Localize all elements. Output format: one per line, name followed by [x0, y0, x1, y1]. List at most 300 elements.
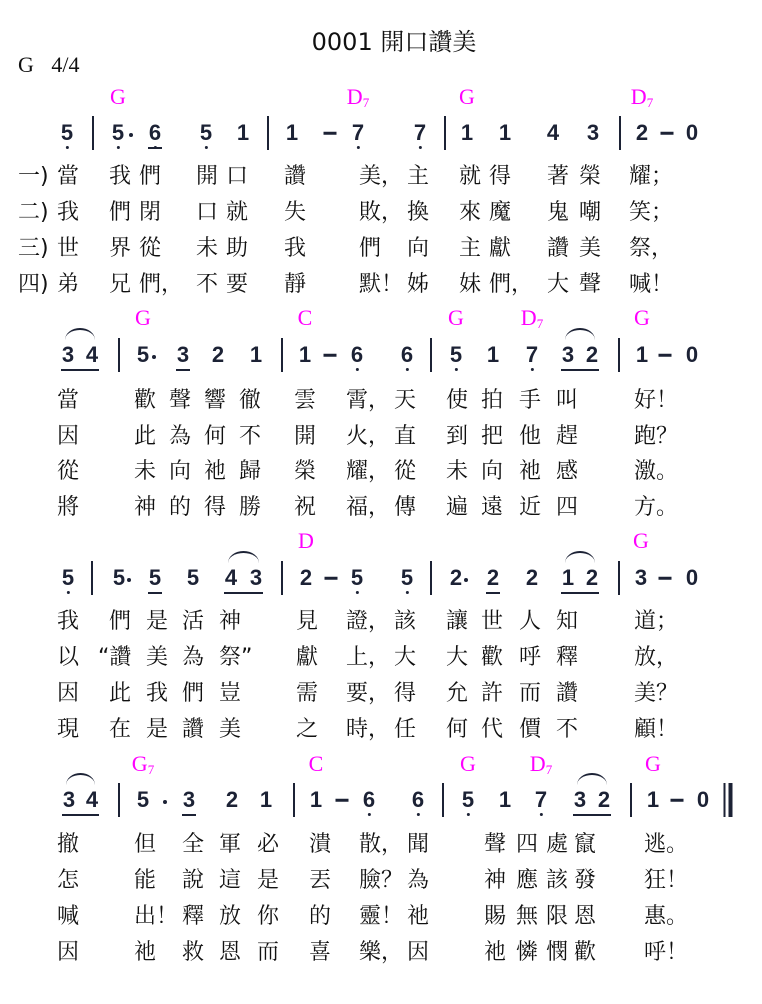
lyric-syllable: 讚 — [182, 717, 205, 742]
note-digit: 4 — [546, 120, 560, 145]
lyric-syllable: 姊 — [407, 272, 430, 297]
note-digit: 1 — [285, 120, 299, 145]
lyric-syllable: 耀； — [629, 164, 674, 189]
lyric-syllable: 得 — [394, 681, 417, 706]
chord-symbol — [521, 307, 543, 330]
note-digit: 5 — [136, 787, 150, 812]
note — [250, 344, 262, 366]
lyric-syllable: 火， — [346, 424, 391, 449]
sustain-dash — [659, 354, 672, 357]
lyric-syllable: 軍 — [219, 832, 242, 857]
note-digit: 4 — [85, 787, 99, 812]
lyric-syllable: 狂！ — [644, 868, 689, 893]
note-digit: 3 — [182, 787, 196, 812]
augmentation-dot — [464, 578, 468, 582]
lyric-syllable: 是 — [257, 868, 280, 893]
chord-extension: 7 — [362, 95, 370, 110]
lyric-syllable: 怎 — [57, 868, 80, 893]
note-digit: 5 — [449, 342, 463, 367]
note — [587, 122, 599, 144]
lyric-syllable: 叫 — [556, 388, 579, 413]
lyric-syllable: 道； — [634, 609, 679, 634]
key-time-signature — [18, 52, 80, 78]
chord-root: G — [135, 305, 151, 330]
lyric-syllable: 救 — [182, 940, 205, 965]
note — [450, 344, 462, 366]
note-digit: 6 — [411, 787, 425, 812]
chord-symbol — [132, 753, 154, 776]
lyric-syllable: 就 — [226, 200, 249, 225]
lyric-syllable: 我 — [109, 164, 132, 189]
lyric-syllable: 這 — [219, 868, 242, 893]
chord-symbol — [530, 753, 552, 776]
lyric-syllable: 妹 — [459, 272, 482, 297]
lyric-syllable: 跑？ — [634, 424, 679, 449]
slur — [228, 551, 259, 563]
lyric-syllable: 歸 — [239, 459, 262, 484]
lyric-syllable: 證， — [346, 609, 391, 634]
lyric-syllable: 口 — [226, 164, 249, 189]
chord-symbol — [631, 86, 653, 109]
note — [586, 567, 598, 589]
lyric-syllable: 需 — [296, 681, 319, 706]
lyric-syllable: 為 — [182, 645, 205, 670]
note-digit: 1 — [249, 342, 263, 367]
chord-extension: 7 — [646, 95, 654, 110]
barline — [430, 338, 432, 372]
lyric-syllable: 到 — [446, 424, 469, 449]
note-digit: 1 — [309, 787, 323, 812]
lyric-syllable: 讚 — [556, 681, 579, 706]
sustain-dash — [324, 354, 337, 357]
barline — [442, 783, 444, 817]
lyric-syllable: 潰 — [309, 832, 332, 857]
lyric-syllable: 兄 — [109, 272, 132, 297]
lyric-syllable: 未 — [446, 459, 469, 484]
chord-symbol — [135, 307, 151, 330]
lyric-syllable: 神 — [484, 868, 507, 893]
lyric-syllable: 激。 — [634, 459, 679, 484]
low-octave-dot — [406, 591, 409, 594]
note-digit: 3 — [586, 120, 600, 145]
slur — [565, 551, 595, 563]
lyric-syllable: 聲 — [579, 272, 602, 297]
lyric-syllable: 霄， — [346, 388, 391, 413]
lyric-syllable: 四 — [556, 495, 579, 520]
note — [112, 122, 124, 144]
note-digit: 2 — [597, 787, 611, 812]
lyric-syllable: 靈！ — [359, 904, 404, 929]
verse-number: 三) — [18, 236, 49, 261]
lyric-syllable: 當 — [57, 164, 80, 189]
note — [635, 567, 647, 589]
low-octave-dot — [357, 146, 360, 149]
low-octave-dot — [67, 591, 70, 594]
lyric-syllable: 笑； — [629, 200, 674, 225]
lyric-syllable: 允 — [446, 681, 469, 706]
chord-root: G — [460, 751, 476, 776]
lyric-syllable: 豈 — [219, 681, 242, 706]
lyric-syllable: 大 — [547, 272, 570, 297]
lyric-syllable: 我 — [284, 236, 307, 261]
lyric-syllable: 們 — [139, 164, 162, 189]
note — [499, 122, 511, 144]
barline — [118, 338, 120, 372]
note-digit: 6 — [148, 120, 162, 145]
note — [250, 567, 262, 589]
note-digit: 2 — [486, 565, 500, 590]
duration-underline — [224, 592, 263, 594]
note — [299, 344, 311, 366]
lyric-syllable: 因 — [57, 424, 80, 449]
lyric-syllable: 神 — [219, 609, 242, 634]
lyric-syllable: 丟 — [309, 868, 332, 893]
low-octave-dot — [66, 146, 69, 149]
note-digit: 1 — [298, 342, 312, 367]
lyric-syllable: 大 — [446, 645, 469, 670]
lyric-syllable: 弟 — [57, 272, 80, 297]
lyric-syllable: 現 — [57, 717, 80, 742]
lyric-syllable: 祝 — [294, 495, 317, 520]
chord-symbol — [309, 753, 324, 776]
note — [535, 789, 547, 811]
note-digit: 3 — [62, 787, 76, 812]
low-octave-dot — [406, 368, 409, 371]
note-digit: 5 — [186, 565, 200, 590]
lyric-syllable: 鬼 — [547, 200, 570, 225]
note-digit: 2 — [585, 342, 599, 367]
note — [225, 567, 237, 589]
lyric-syllable: 讚 — [547, 236, 570, 261]
lyric-syllable: 們 — [359, 236, 382, 261]
lyric-syllable: 臉？ — [359, 868, 404, 893]
chord-symbol — [298, 307, 313, 330]
note-digit: 4 — [224, 565, 238, 590]
note-digit: 3 — [634, 565, 648, 590]
note — [487, 567, 499, 589]
note — [526, 567, 538, 589]
note — [351, 344, 363, 366]
note-digit: 5 — [111, 120, 125, 145]
lyric-syllable: 之 — [296, 717, 319, 742]
note — [351, 567, 363, 589]
lyric-syllable: 雲 — [294, 388, 317, 413]
lyric-syllable: 應 — [516, 868, 539, 893]
sustain-dash — [336, 799, 349, 802]
note — [401, 567, 413, 589]
lyric-syllable: 活 — [182, 609, 205, 634]
lyric-syllable: 獻 — [489, 236, 512, 261]
lyric-syllable: 釋 — [182, 904, 205, 929]
lyric-syllable: 發 — [574, 868, 597, 893]
lyric-syllable: 讚 — [284, 164, 307, 189]
note-digit: 1 — [498, 787, 512, 812]
lyric-syllable: 喊！ — [629, 272, 674, 297]
duration-underline — [61, 369, 99, 371]
barline — [618, 561, 620, 595]
low-octave-dot — [455, 368, 458, 371]
note-digit: 5 — [199, 120, 213, 145]
chord-symbol — [110, 86, 126, 109]
lyric-syllable: 顧！ — [634, 717, 679, 742]
lyric-syllable: 當 — [57, 388, 80, 413]
chord-root: G — [459, 84, 475, 109]
note-digit: 3 — [61, 342, 75, 367]
note-digit: 6 — [350, 342, 364, 367]
augmentation-dot — [152, 355, 156, 359]
note — [177, 344, 189, 366]
note — [499, 789, 511, 811]
lyric-syllable: 著 — [547, 164, 570, 189]
lyric-syllable: 必 — [257, 832, 280, 857]
lyric-syllable: 而 — [519, 681, 542, 706]
lyric-syllable: 祂 — [407, 904, 430, 929]
lyric-syllable: 把 — [481, 424, 504, 449]
slur — [577, 773, 607, 785]
note-digit: 4 — [85, 342, 99, 367]
low-octave-dot — [117, 146, 120, 149]
chord-symbol — [460, 753, 476, 776]
lyric-syllable: 們， — [489, 272, 534, 297]
lyric-syllable: 向 — [407, 236, 430, 261]
note — [414, 122, 426, 144]
lyric-syllable: 從 — [139, 236, 162, 261]
lyric-syllable: 放 — [219, 904, 242, 929]
lyric-syllable: 喜 — [309, 940, 332, 965]
note-digit: 5 — [400, 565, 414, 590]
note-digit: 6 — [362, 787, 376, 812]
slur — [66, 773, 95, 785]
chord-root: G — [448, 305, 464, 330]
lyric-syllable: 呼 — [519, 645, 542, 670]
low-octave-dot — [531, 368, 534, 371]
lyric-syllable: 靜 — [284, 272, 307, 297]
sustain-dash — [659, 577, 672, 580]
lyric-syllable: 拍 — [481, 388, 504, 413]
lyric-syllable: 見 — [296, 609, 319, 634]
lyric-syllable: 讓 — [446, 609, 469, 634]
lyric-syllable: 未 — [134, 459, 157, 484]
slur — [65, 328, 95, 340]
note-digit: 2 — [211, 342, 225, 367]
chord-root: D — [520, 305, 537, 330]
lyric-syllable: 們 — [109, 609, 132, 634]
note-digit: 3 — [249, 565, 263, 590]
lyric-syllable: 逃。 — [644, 832, 689, 857]
note — [487, 344, 499, 366]
lyric-syllable: 呼！ — [644, 940, 689, 965]
lyric-syllable: 魔 — [489, 200, 512, 225]
note-digit: 7 — [525, 342, 539, 367]
low-octave-dot — [419, 146, 422, 149]
chord-extension: 7 — [536, 316, 544, 331]
lyric-syllable: 為 — [169, 424, 192, 449]
note — [562, 567, 574, 589]
lyric-syllable: 從 — [394, 459, 417, 484]
chord-root: D — [346, 84, 363, 109]
lyric-syllable: 美， — [359, 164, 404, 189]
chord-symbol — [633, 530, 649, 553]
lyric-syllable: 趕 — [556, 424, 579, 449]
lyric-syllable: 的 — [169, 495, 192, 520]
duration-underline — [182, 814, 196, 816]
barline — [267, 116, 269, 150]
note — [363, 789, 375, 811]
lyric-syllable: 釋 — [556, 645, 579, 670]
note — [461, 122, 473, 144]
lyric-syllable: 祂 — [484, 940, 507, 965]
lyric-syllable: 限 — [546, 904, 569, 929]
lyric-syllable: 因 — [57, 681, 80, 706]
chord-symbol — [347, 86, 369, 109]
note — [547, 122, 559, 144]
note — [237, 122, 249, 144]
lyric-syllable: 因 — [407, 940, 430, 965]
note-digit: 2 — [225, 787, 239, 812]
lyric-syllable: 徹 — [239, 388, 262, 413]
lyric-syllable: 我 — [57, 200, 80, 225]
note — [183, 789, 195, 811]
note-digit: 5 — [61, 565, 75, 590]
lyric-syllable: 聲 — [484, 832, 507, 857]
sustain-dash — [661, 132, 674, 135]
lyric-syllable: 祂 — [134, 940, 157, 965]
lyric-syllable: 四 — [516, 832, 539, 857]
note — [647, 789, 659, 811]
note-digit: 5 — [350, 565, 364, 590]
note-digit: 1 — [646, 787, 660, 812]
lyric-syllable: 歡 — [134, 388, 157, 413]
lyric-syllable: 神 — [134, 495, 157, 520]
lyric-syllable: 賜 — [484, 904, 507, 929]
lyric-syllable: 上， — [346, 645, 391, 670]
note-digit: 7 — [413, 120, 427, 145]
note-digit: 1 — [460, 120, 474, 145]
note — [63, 789, 75, 811]
chord-symbol — [298, 530, 314, 553]
note — [310, 789, 322, 811]
low-octave-dot — [205, 146, 208, 149]
note — [586, 344, 598, 366]
lyric-syllable: 直 — [394, 424, 417, 449]
note — [686, 122, 698, 144]
low-octave-dot — [368, 813, 371, 816]
key-signature: G — [18, 52, 34, 77]
duration-underline — [148, 592, 162, 594]
lyric-syllable: 遍 — [446, 495, 469, 520]
lyric-syllable: 向 — [169, 459, 192, 484]
lyric-syllable: 時， — [346, 717, 391, 742]
note-digit: 3 — [176, 342, 190, 367]
lyric-syllable: 但 — [134, 832, 157, 857]
lyric-syllable: 響 — [204, 388, 227, 413]
duration-underline — [573, 814, 611, 816]
chord-root: D — [298, 528, 314, 553]
low-octave-dot — [356, 591, 359, 594]
lyric-syllable: 們 — [109, 200, 132, 225]
lyric-syllable: 閉 — [139, 200, 162, 225]
chord-root: D — [630, 84, 647, 109]
lyric-syllable: 此 — [134, 424, 157, 449]
note-digit: 1 — [498, 120, 512, 145]
lyric-syllable: 失 — [284, 200, 307, 225]
chord-symbol — [645, 753, 661, 776]
chord-root: G — [131, 751, 148, 776]
lyric-syllable: 不 — [556, 717, 579, 742]
lyric-syllable: 來 — [459, 200, 482, 225]
lyric-syllable: 就 — [459, 164, 482, 189]
lyric-syllable: 我 — [57, 609, 80, 634]
note-digit: 3 — [561, 342, 575, 367]
duration-underline — [486, 592, 500, 594]
lyric-syllable: 恩 — [219, 940, 242, 965]
lyric-syllable: 全 — [182, 832, 205, 857]
lyric-syllable: 喊 — [57, 904, 80, 929]
lyric-syllable: 使 — [446, 388, 469, 413]
lyric-syllable: 勝 — [239, 495, 262, 520]
lyric-syllable: 何 — [446, 717, 469, 742]
duration-underline — [561, 592, 599, 594]
note — [61, 122, 73, 144]
lyric-syllable: 是 — [146, 609, 169, 634]
lyric-syllable: 樂， — [359, 940, 404, 965]
note — [187, 567, 199, 589]
note-digit: 3 — [573, 787, 587, 812]
lyric-syllable: 憐 — [516, 940, 539, 965]
note-digit: 1 — [236, 120, 250, 145]
note — [62, 567, 74, 589]
verse-number: 一) — [18, 164, 49, 189]
note-digit: 0 — [696, 787, 710, 812]
barline — [281, 338, 283, 372]
lyric-syllable: 界 — [109, 236, 132, 261]
lyric-syllable: 能 — [134, 868, 157, 893]
lyric-syllable: 聲 — [169, 388, 192, 413]
note — [137, 789, 149, 811]
lyric-syllable: 知 — [556, 609, 579, 634]
chord-root: G — [645, 751, 661, 776]
lyric-syllable: 說 — [182, 868, 205, 893]
barline — [92, 116, 94, 150]
lyric-syllable: 手 — [519, 388, 542, 413]
lyric-syllable: 聞 — [407, 832, 430, 857]
note-digit: 6 — [400, 342, 414, 367]
lyric-syllable: 默！ — [359, 272, 404, 297]
note — [574, 789, 586, 811]
note-digit: 7 — [534, 787, 548, 812]
note-digit: 1 — [486, 342, 500, 367]
note — [450, 567, 462, 589]
low-octave-dot — [467, 813, 470, 816]
lyric-syllable: 憫 — [546, 940, 569, 965]
chord-root: C — [297, 305, 313, 330]
barline — [444, 116, 446, 150]
note-digit: 5 — [60, 120, 74, 145]
note-digit: 1 — [561, 565, 575, 590]
lyric-syllable: 何 — [204, 424, 227, 449]
note — [526, 344, 538, 366]
lyric-syllable: 在 — [109, 717, 132, 742]
lyric-syllable: 得 — [204, 495, 227, 520]
sustain-dash — [324, 132, 337, 135]
lyric-syllable: 要 — [226, 272, 249, 297]
lyric-syllable: 你 — [257, 904, 280, 929]
duration-underline — [176, 369, 190, 371]
note — [686, 344, 698, 366]
lyric-syllable: 好！ — [634, 388, 679, 413]
chord-root: G — [634, 305, 650, 330]
note-digit: 2 — [525, 565, 539, 590]
